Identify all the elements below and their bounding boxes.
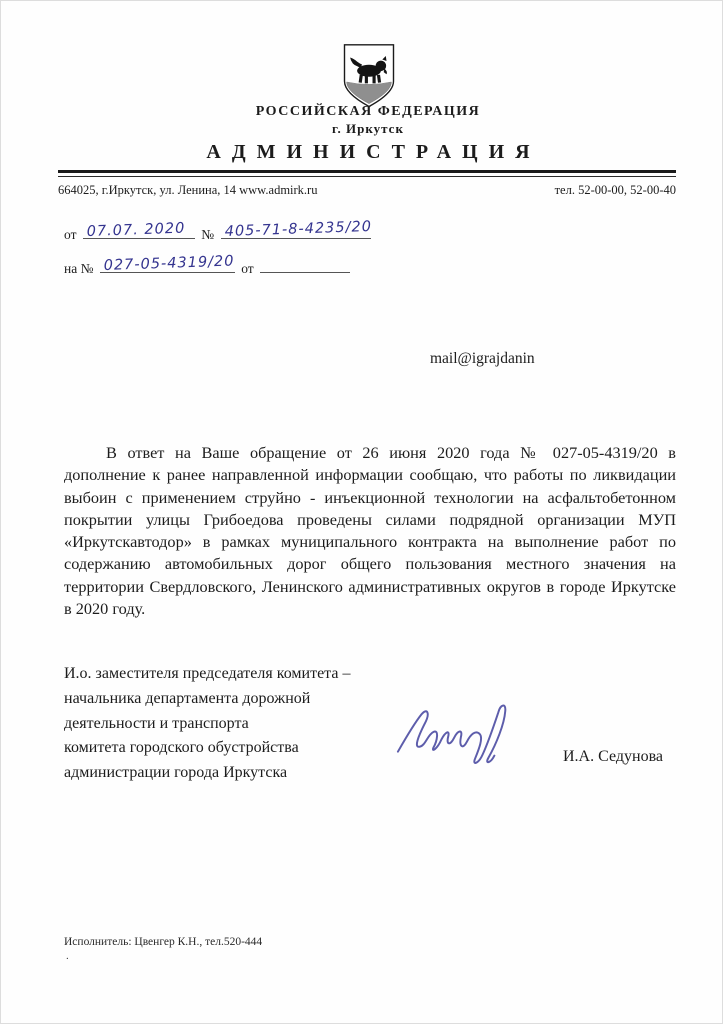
reference-line-outgoing: [64, 218, 374, 243]
contact-row: [58, 183, 676, 198]
signatory-name: И.А. Седунова: [563, 748, 664, 765]
position-line: комитета городского обустройства: [64, 739, 299, 757]
from-label: от: [64, 227, 77, 242]
reference-line-incoming: [64, 253, 353, 277]
number-label: №: [201, 227, 215, 242]
letterhead-divider: [58, 170, 676, 177]
irkutsk-coat-of-arms-icon: [341, 42, 397, 110]
position-line: И.о. заместителя председателя комитета –: [64, 665, 351, 682]
letterhead-address: 664025, г.Иркутск, ул. Ленина, 14 www.admirk.ru: [58, 183, 318, 197]
signatory-position-block: [64, 662, 414, 786]
letterhead-phone: тел. 52-00-00, 52-00-40: [554, 183, 676, 197]
handwritten-incoming-number: 027-05-4319/20: [103, 253, 235, 274]
reply-label: на №: [64, 261, 94, 276]
letter-body-paragraph: В ответ на Ваше обращение от 26 июня 2020 года № 027-05-4319/20 в дополнение к ранее направленной информации сообщаю, что работы по ликвидации выбоин с применением струйно - инъекционной технологии на асфальтобетонном покрытии улицы Грибоедова проведены силами подрядной организации МУП «Иркутскавтодор» в рамках муниципального контракта на выполнение работ по содержанию автомобильных дорог общего пользования местного значения на территории Свердловского, Ленинского административных округов в городе Иркутске в 2020 году.: [64, 443, 676, 619]
recipient-email: mail@igrajdanin: [430, 350, 535, 367]
handwritten-outgoing-date: 07.07. 2020: [86, 220, 186, 240]
position-line: администрации города Иркутска: [64, 764, 288, 782]
incoming-number-field: [100, 253, 235, 274]
executor-note: Исполнитель: Цвенгер К.Н., тел.520-444: [64, 936, 263, 948]
letterhead-city: г. Иркутск: [332, 121, 404, 136]
incoming-date-field-empty: [260, 256, 350, 273]
stray-scan-mark: .: [66, 950, 69, 962]
outgoing-date-field: [83, 222, 195, 239]
position-line: деятельности и транспорта: [64, 714, 249, 732]
handwritten-outgoing-number: 405-71-8-4235/20: [223, 218, 372, 240]
letterhead-organization: АДМИНИСТРАЦИЯ: [206, 141, 541, 163]
handwritten-signature-icon: [392, 686, 520, 776]
outgoing-number-field: [221, 218, 372, 240]
reply-from-label: от: [241, 261, 254, 276]
position-line: начальника департамента дорожной: [64, 689, 311, 707]
letterhead-country: РОССИЙСКАЯ ФЕДЕРАЦИЯ: [255, 104, 481, 119]
